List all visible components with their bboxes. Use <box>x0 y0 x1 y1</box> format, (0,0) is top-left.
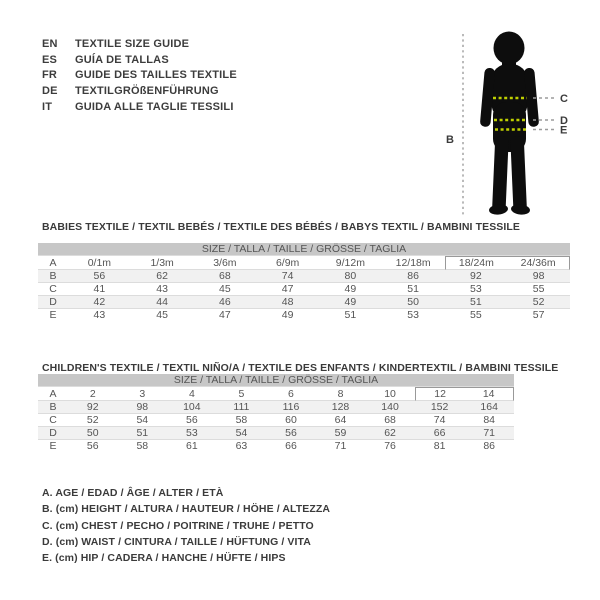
size-cell: 51 <box>382 283 445 296</box>
babies-table-title: BABIES TEXTILE / TEXTIL BEBÉS / TEXTILE DES BÉBÉS / BABYS TEXTIL / BAMBINI TESSILE <box>42 221 521 233</box>
size-cell: 60 <box>266 414 316 427</box>
size-cell: 71 <box>334 440 347 452</box>
size-cell: 74 <box>256 270 319 283</box>
lang-row-it <box>42 99 237 115</box>
figure-label-waist: D <box>560 115 568 127</box>
child-measurement-figure <box>420 10 600 230</box>
size-cell: 45 <box>194 283 257 296</box>
legend-height: B. (cm) HEIGHT / ALTURA / HAUTEUR / HÖHE / ALTEZZA <box>42 503 331 516</box>
size-cell: 52 <box>507 296 570 309</box>
row-label: D <box>38 296 68 309</box>
table-row <box>38 283 570 296</box>
lang-code: EN <box>42 37 58 50</box>
size-cell: 3/6m <box>194 256 257 270</box>
size-cell: 104 <box>167 401 217 414</box>
lang-label: TEXTILE SIZE GUIDE <box>75 37 190 50</box>
row-label: D <box>38 427 68 440</box>
table-row <box>38 427 514 440</box>
row-label: A <box>38 256 68 270</box>
children-table-title: CHILDREN'S TEXTILE / TEXTIL NIÑO/A / TEXTILE DES ENFANTS / KINDERTEXTIL / BAMBINI TESSILE <box>42 362 559 374</box>
row-label: C <box>38 414 68 427</box>
table-header-band: SIZE / TALLA / TAILLE / GRÖSSE / TAGLIA <box>38 374 514 387</box>
size-cell: 116 <box>266 401 316 414</box>
size-cell: 61 <box>186 440 198 452</box>
lang-code: DE <box>42 85 58 98</box>
children-size-table <box>38 374 514 452</box>
size-cell: 57 <box>532 309 545 321</box>
legend-hip: E. (cm) HIP / CADERA / HANCHE / HÜFTE / HIPS <box>42 552 286 565</box>
size-cell: 8 <box>316 387 366 401</box>
size-cell: 45 <box>156 309 168 321</box>
size-cell: 49 <box>319 296 382 309</box>
size-cell: 56 <box>266 427 316 440</box>
table-row <box>38 440 514 452</box>
lang-label: TEXTILGRÖßENFÜHRUNG <box>75 85 219 98</box>
table-row <box>38 414 514 427</box>
legend-waist: D. (cm) WAIST / CINTURA / TAILLE / HÜFTUNG / VITA <box>42 535 311 548</box>
size-cell: 12/18m <box>382 256 445 270</box>
lang-row-en <box>42 36 237 52</box>
size-cell: 42 <box>68 296 131 309</box>
size-cell: 55 <box>470 309 482 321</box>
size-cell: 53 <box>407 309 419 321</box>
measurement-legend <box>42 487 330 568</box>
lang-label: GUIDA ALLE TAGLIE TESSILI <box>75 101 234 114</box>
size-cell: 1/3m <box>131 256 194 270</box>
size-table <box>38 374 514 452</box>
size-cell: 164 <box>464 401 514 414</box>
size-cell: 64 <box>316 414 366 427</box>
legend-chest: C. (cm) CHEST / PECHO / POITRINE / TRUHE / PETTO <box>42 519 314 532</box>
size-cell: 81 <box>433 440 446 452</box>
size-cell: 9/12m <box>319 256 382 270</box>
size-cell: 63 <box>235 440 248 452</box>
size-cell: 53 <box>167 427 217 440</box>
size-cell: 52 <box>68 414 118 427</box>
size-cell: 128 <box>316 401 366 414</box>
lang-code: IT <box>42 101 53 114</box>
row-label: B <box>38 401 68 414</box>
size-cell: 84 <box>464 414 514 427</box>
size-cell: 58 <box>217 414 267 427</box>
size-cell: 51 <box>344 309 357 321</box>
table-header-band: SIZE / TALLA / TAILLE / GRÖSSE / TAGLIA <box>38 243 570 256</box>
size-cell: 74 <box>415 414 465 427</box>
size-cell: 66 <box>285 440 297 452</box>
size-cell: 140 <box>365 401 415 414</box>
size-cell: 56 <box>86 440 99 452</box>
row-label: E <box>49 440 57 452</box>
size-cell: 48 <box>256 296 319 309</box>
size-cell: 50 <box>68 427 118 440</box>
size-cell: 6 <box>266 387 316 401</box>
row-label: C <box>38 283 68 296</box>
highlighted-size-cell: 12 <box>415 387 465 401</box>
size-cell: 76 <box>384 440 396 452</box>
lang-row-es <box>42 52 237 68</box>
size-cell: 51 <box>445 296 508 309</box>
size-cell: 80 <box>319 270 382 283</box>
size-cell: 49 <box>319 283 382 296</box>
table-row <box>38 270 570 283</box>
table-row <box>38 256 570 270</box>
size-cell: 92 <box>68 401 118 414</box>
figure-label-hip: E <box>560 124 568 137</box>
highlighted-size-cell: 18/24m <box>445 256 508 270</box>
size-cell: 111 <box>217 401 267 414</box>
size-cell: 50 <box>382 296 445 309</box>
size-cell: 59 <box>316 427 366 440</box>
size-cell: 62 <box>365 427 415 440</box>
size-cell: 56 <box>68 270 131 283</box>
lang-row-fr <box>42 68 237 84</box>
size-cell: 6/9m <box>256 256 319 270</box>
size-cell: 92 <box>445 270 508 283</box>
size-cell: 54 <box>217 427 267 440</box>
babies-size-table <box>38 243 570 321</box>
size-cell: 5 <box>217 387 267 401</box>
lang-label: GUÍA DE TALLAS <box>75 53 169 66</box>
size-cell: 43 <box>93 309 106 321</box>
table-row <box>38 296 570 309</box>
figure-label-chest: C <box>560 93 568 105</box>
size-cell: 55 <box>507 283 570 296</box>
table-row <box>38 387 514 401</box>
size-cell: 71 <box>464 427 514 440</box>
row-label: B <box>38 270 68 283</box>
size-cell: 68 <box>194 270 257 283</box>
lang-row-de <box>42 83 237 99</box>
size-cell: 62 <box>131 270 194 283</box>
silhouette-shape <box>480 32 540 216</box>
size-cell: 0/1m <box>68 256 131 270</box>
size-cell: 152 <box>415 401 465 414</box>
size-cell: 46 <box>194 296 257 309</box>
size-cell: 47 <box>256 283 319 296</box>
table-row <box>38 309 570 321</box>
size-cell: 53 <box>445 283 508 296</box>
size-cell: 10 <box>365 387 415 401</box>
size-cell: 44 <box>131 296 194 309</box>
size-cell: 49 <box>281 309 294 321</box>
lang-code: FR <box>42 69 58 82</box>
table-row <box>38 401 514 414</box>
size-cell: 41 <box>68 283 131 296</box>
child-silhouette-icon <box>420 10 600 230</box>
row-label: A <box>38 387 68 401</box>
size-cell: 56 <box>167 414 217 427</box>
size-cell: 47 <box>219 309 231 321</box>
language-list <box>42 36 237 115</box>
legend-age: A. AGE / EDAD / ÂGE / ALTER / ETÀ <box>42 487 224 499</box>
highlighted-size-cell: 14 <box>464 387 514 401</box>
lang-code: ES <box>42 53 58 66</box>
lang-label: GUIDE DES TAILLES TEXTILE <box>75 69 237 82</box>
size-cell: 68 <box>365 414 415 427</box>
size-cell: 43 <box>131 283 194 296</box>
size-table <box>38 243 570 321</box>
highlighted-size-cell: 24/36m <box>507 256 570 270</box>
size-cell: 66 <box>415 427 465 440</box>
size-cell: 4 <box>167 387 217 401</box>
figure-label-height: B <box>446 134 454 146</box>
size-cell: 51 <box>118 427 168 440</box>
row-label: E <box>49 309 57 321</box>
size-cell: 54 <box>118 414 168 427</box>
size-cell: 98 <box>118 401 168 414</box>
size-cell: 98 <box>507 270 570 283</box>
size-cell: 86 <box>483 440 496 452</box>
size-cell: 3 <box>118 387 168 401</box>
size-cell: 2 <box>68 387 118 401</box>
size-cell: 58 <box>136 440 149 452</box>
size-cell: 86 <box>382 270 445 283</box>
